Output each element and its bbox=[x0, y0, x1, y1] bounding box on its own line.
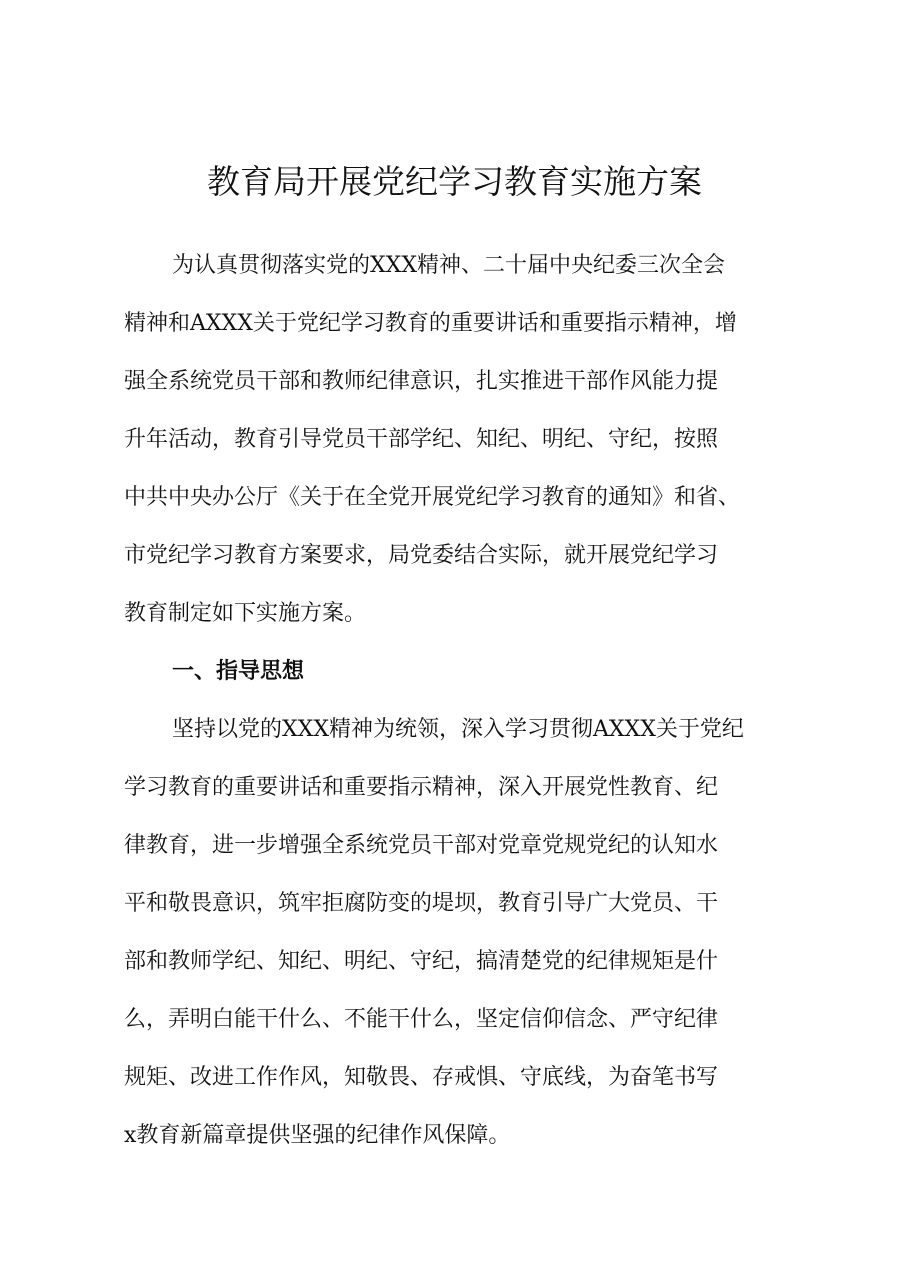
line-text: 精神和AXXX关于党纪学习教育的重要讲话和重要指示精神，增 bbox=[124, 311, 737, 336]
line-text: 教育制定如下实施方案。 bbox=[124, 601, 367, 626]
line-text: 强全系统党员干部和教师纪律意识，扎实推进干部作风能力提 bbox=[124, 369, 719, 394]
line-text: 坚持以党的XXX精神为统领，深入学习贯彻AXXX关于党纪 bbox=[172, 717, 744, 742]
paragraph-line bbox=[0, 942, 909, 982]
paragraph-line bbox=[0, 1000, 909, 1040]
paragraph-line bbox=[0, 594, 909, 634]
line-text: 部和教师学纪、知纪、明纪、守纪，搞清楚党的纪律规矩是什 bbox=[124, 949, 719, 974]
line-text: 么，弄明白能干什么、不能干什么，坚定信仰信念、严守纪律 bbox=[124, 1007, 719, 1032]
paragraph-line bbox=[0, 304, 909, 344]
section-heading-text: 一、指导思想 bbox=[172, 659, 305, 684]
paragraph-line bbox=[0, 536, 909, 576]
line-text: 升年活动，教育引导党员干部学纪、知纪、明纪、守纪，按照 bbox=[124, 427, 719, 452]
line-text: 学习教育的重要讲话和重要指示精神，深入开展党性教育、纪 bbox=[124, 775, 719, 800]
paragraph-line bbox=[0, 768, 909, 808]
paragraph-line bbox=[0, 710, 909, 750]
paragraph-line bbox=[0, 884, 909, 924]
section-heading bbox=[0, 652, 909, 692]
line-text: 规矩、改进工作作风，知敬畏、存戒惧、守底线，为奋笔书写 bbox=[124, 1065, 719, 1090]
document-title: 教育局开展党纪学习教育实施方案 bbox=[207, 162, 702, 201]
paragraph-line bbox=[0, 420, 909, 460]
line-text: x教育新篇章提供坚强的纪律作风保障。 bbox=[124, 1123, 511, 1148]
line-text: 为认真贯彻落实党的XXX精神、二十届中央纪委三次全会 bbox=[172, 253, 725, 278]
line-text: 平和敬畏意识，筑牢拒腐防变的堤坝，教育引导广大党员、干 bbox=[124, 891, 719, 916]
line-text: 中共中央办公厅《关于在全党开展党纪学习教育的通知》和省、 bbox=[124, 485, 741, 510]
line-text: 市党纪学习教育方案要求，局党委结合实际，就开展党纪学习 bbox=[124, 543, 719, 568]
paragraph-line bbox=[0, 1116, 909, 1156]
paragraph-line bbox=[0, 362, 909, 402]
line-text: 律教育，进一步增强全系统党员干部对党章党规党纪的认知水 bbox=[124, 833, 719, 858]
paragraph-line bbox=[0, 826, 909, 866]
paragraph-line bbox=[0, 478, 909, 518]
paragraph-line bbox=[0, 1058, 909, 1098]
paragraph-line bbox=[0, 246, 909, 286]
